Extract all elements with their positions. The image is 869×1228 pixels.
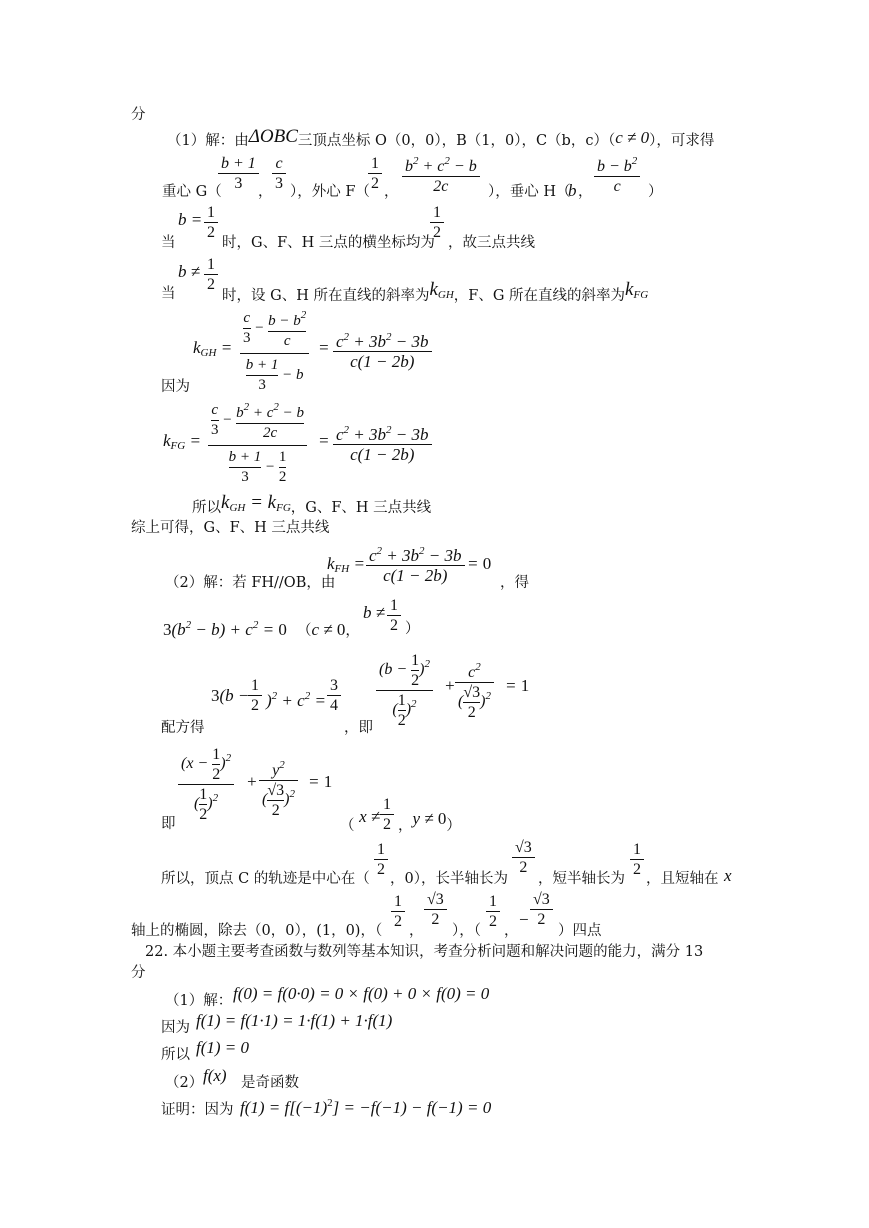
- fraction-centroid-x: b + 1 3: [218, 154, 259, 193]
- case2-pre: 当: [161, 286, 176, 302]
- axis-a: 轴上的椭圆，除去（0，0），(1，0)，（: [131, 923, 383, 939]
- k-fh-lhs: $k_{FH}$ =: [327, 554, 365, 575]
- part1-intro: （1）解：由ΔOBC三顶点坐标 O（0，0），B（1，0），C（b，c）（c ≠ 0），可求得: [167, 126, 715, 149]
- condition-xy: （ x ≠: [340, 807, 381, 834]
- step1-equation: f(0) = f(0·0) = 0 × f(0) + 0 × f(0) = 0: [233, 984, 490, 1003]
- because-label: 因为: [161, 379, 190, 395]
- case2-b: b ≠: [178, 262, 201, 281]
- fraction-ellipse-x2: (x − $\frac{1}{2}$ )$^2$ ( $\frac{1}{2}$ )$^2$: [178, 745, 234, 824]
- fraction-half: 1 2: [248, 676, 262, 715]
- conclusion-c: ，短半轴长为: [538, 871, 625, 887]
- question-22: 22. 本小题主要考查函数与数列等基本知识，考查分析问题和解决问题的能力，满分 13: [145, 944, 704, 960]
- case1-text: 时，G、F、H 三点的横坐标均为: [222, 235, 435, 251]
- step4-label: （2）: [165, 1075, 204, 1091]
- fraction-sqrt3-half: √3 2: [424, 890, 447, 929]
- paren-close: ）: [405, 621, 420, 637]
- separator: ，: [258, 184, 273, 200]
- case1-pre: 当: [161, 235, 176, 251]
- k-fg-compound-fraction: $\frac{c}{3}$ − $\frac{b^2 + c^2 - b}{2c}$ $\frac{b + 1}{3}$ − $\frac{1}{2}$: [208, 398, 307, 487]
- fraction-sqrt3-half: √3 2: [512, 838, 535, 877]
- conclusion-a: 所以，顶点 C 的轨迹是中心在（: [161, 871, 370, 887]
- axis-e: ）四点: [558, 923, 602, 939]
- minus: −: [518, 910, 530, 929]
- text-fen: 分: [131, 107, 146, 123]
- ji-label: 即: [161, 816, 176, 832]
- step5-label: 证明：因为: [161, 1102, 234, 1118]
- fraction-half: 1 2: [374, 840, 388, 879]
- fraction-centroid-y: c 3: [272, 154, 286, 193]
- k-fg-lhs: $k_{FG}$ =: [163, 431, 201, 452]
- k-gh-lhs: $k_{GH}$ =: [193, 338, 233, 359]
- variable-x: x: [724, 866, 732, 885]
- step4-fx: f(x): [203, 1066, 227, 1085]
- fraction-k-result: $c^2 + 3b^2 - 3b$ c(1 − 2b): [333, 328, 432, 371]
- k-gh-compound-fraction: $\frac{c}{3}$ − $\frac{b - b^2}{c}$ $\frac{b + 1}{3}$ − b: [240, 306, 309, 395]
- fraction-half: 1 2: [204, 203, 218, 242]
- condition-b: b ≠: [363, 603, 386, 622]
- so-line: 所以$k_{GH} = k_{FG}$，G、F、H 三点共线: [192, 492, 432, 516]
- step1-label: （1）解：: [165, 993, 233, 1009]
- paren-close: ）: [648, 184, 663, 200]
- circum-label: ），外心 F（: [290, 184, 370, 200]
- step4-text: 是奇函数: [241, 1075, 299, 1091]
- step3-label: 所以: [161, 1047, 190, 1063]
- separator: ，: [504, 923, 519, 939]
- complete-square-label: 配方得: [161, 720, 205, 736]
- summary-line: 综上可得，G、F、H 三点共线: [131, 520, 330, 536]
- equation-cs-b: )$^2 + c^2$ =: [266, 690, 326, 710]
- separator: ，: [384, 184, 399, 200]
- equals-zero: = 0: [467, 554, 492, 573]
- condition-c: （c ≠ 0，: [297, 620, 360, 639]
- separator: ），（: [452, 923, 481, 939]
- fraction-three-quarters: 3 4: [327, 676, 341, 715]
- separator: ，: [409, 923, 424, 939]
- step2-label: 因为: [161, 1020, 190, 1036]
- fraction-half: 1 2: [204, 255, 218, 294]
- plus: +: [246, 772, 258, 791]
- fraction-half: 1 2: [380, 795, 394, 834]
- equals-one: = 1: [308, 772, 333, 791]
- equals-one: = 1: [505, 676, 530, 695]
- conclusion-b: ，0），长半轴长为: [390, 871, 508, 887]
- fraction-ortho-y: $b - b^2$ c: [594, 152, 640, 196]
- part2-intro: （2）解：若 FH//OB，由: [165, 575, 336, 591]
- fraction-ellipse-y2: $y^2$ ( $\frac{√3}{2}$ )$^2$: [259, 756, 298, 820]
- fraction-sqrt3-half: √3 2: [530, 890, 553, 929]
- fraction-k-result: $c^2 + 3b^2 - 3b$ c(1 − 2b): [333, 421, 432, 464]
- fraction-half: 1 2: [630, 840, 644, 879]
- part2-de: ，得: [500, 575, 529, 591]
- centroid-label: 重心 G（: [162, 184, 222, 200]
- case2-text: 时，设 G、H 所在直线的斜率为$k_{GH}$，F、G 所在直线的斜率为$k_{FG}$: [222, 279, 649, 304]
- step5-equation: $f(1) = f[(-1)^2] = -f(-1) - f(-1) = 0$: [240, 1097, 492, 1117]
- equation-cs-a: 3(b −: [211, 686, 250, 705]
- equals: =: [318, 338, 330, 357]
- cs-ji: ，即: [344, 720, 373, 736]
- fraction-ellipse-y: $c^2$ ( $\frac{√3}{2}$ )$^2$: [455, 658, 494, 722]
- conclusion-d: ，且短轴在: [646, 871, 719, 887]
- separator: ，: [578, 184, 593, 200]
- condition-y: ，y ≠ 0）: [398, 809, 461, 834]
- equals: =: [318, 431, 330, 450]
- case1-b: b =: [178, 210, 203, 229]
- text-fen: 分: [131, 965, 146, 981]
- fraction-ellipse-x: (b − $\frac{1}{2}$ )$^2$ ( $\frac{1}{2}$ )$^2$: [376, 651, 433, 730]
- ortho-b: b: [568, 181, 577, 200]
- step3-equation: f(1) = 0: [196, 1038, 250, 1057]
- fraction-circum-y: $b^2 + c^2 - b$ 2c: [402, 152, 480, 196]
- fraction-half: 1 2: [486, 892, 500, 931]
- case1-tail: ，故三点共线: [448, 235, 535, 251]
- fraction-half: 1 2: [391, 892, 405, 931]
- fraction-k-fh: $c^2 + 3b^2 - 3b$ c(1 − 2b): [366, 542, 465, 585]
- plus: +: [444, 676, 456, 695]
- step2-equation: f(1) = f(1·1) = 1·f(1) + 1·f(1): [196, 1011, 393, 1030]
- fraction-circum-x: 1 2: [368, 154, 382, 193]
- fraction-half: 1 2: [430, 203, 444, 242]
- fraction-half: 1 2: [387, 596, 401, 635]
- ortho-label: ），垂心 H（: [488, 184, 571, 200]
- equation-3b: $3(b^2 - b) + c^2 = 0$: [163, 619, 287, 639]
